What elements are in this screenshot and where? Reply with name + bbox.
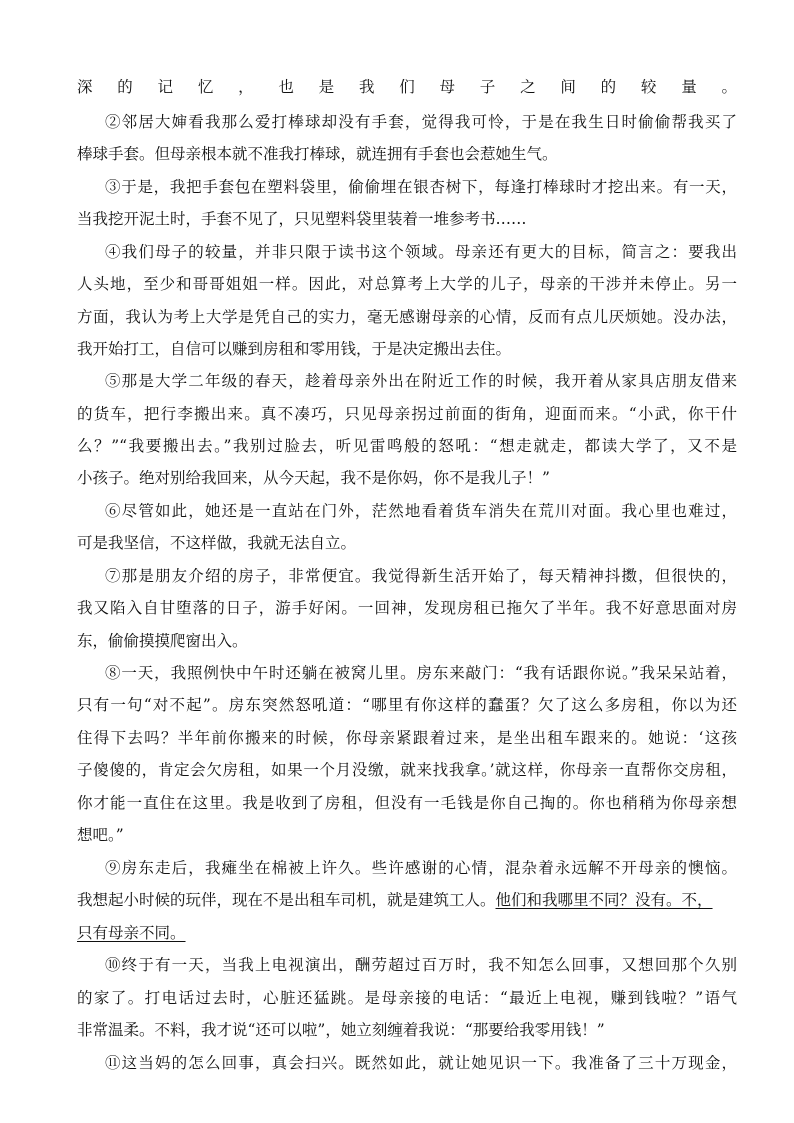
underlined-segment: 他们和我哪里不同？没有。不， [495,891,713,909]
text-line: 的家了。打电话过去时，心脏还猛跳。是母亲接的电话：“最近上电视，赚到钱啦？”语气 [77,989,737,1007]
paragraph-3-line: ③于是，我把手套包在塑料袋里，偷偷埋在银杏树下，每逢打棒球时才挖出来。有一天， [105,178,737,196]
text-line: 棒球手套。但母亲根本就不准我打棒球，就连拥有手套也会惹她生气。 [77,145,558,163]
paragraph-7-line: ⑦那是朋友介绍的房子，非常便宜。我觉得新生活开始了，每天精神抖擞，但很快的， [105,567,737,585]
text-line: 东，偷偷摸摸爬窗出入。 [77,632,248,650]
text-line: 人头地，至少和哥哥姐姐一样。因此，对总算考上大学的儿子，母亲的干涉并未停止。另一 [77,275,737,293]
paragraph-4-line: ④我们母子的较量，并非只限于读书这个领域。母亲还有更大的目标，简言之：要我出 [105,243,737,261]
text-line [77,922,737,944]
text-line: 深的记忆，也是我们母子之间的较量。 [77,78,737,96]
text-line: 么？”“我要搬出去。”我别过脸去，听见雷鸣般的怒吼：“想走就走，都读大学了，又不是 [77,437,737,455]
text-line: 小孩子。绝对别给我回来，从今天起，我不是你妈，你不是我儿子！” [77,469,550,487]
paragraph-10-line: ⑩终于有一天，当我上电视演出，酬劳超过百万时，我不知怎么回事，又想回那个久别 [105,956,737,974]
text-line: 想吧。” [77,826,124,844]
plain-segment: 我想起小时候的玩伴，现在不是出租车司机，就是建筑工人。 [77,891,496,909]
text-line: 可是我坚信，不这样做，我就无法自立。 [77,534,357,552]
text-line: 的货车，把行李搬出来。真不凑巧，只见母亲拐过前面的街角，迎面而来。“小武，你干什 [77,405,737,423]
paragraph-5-line: ⑤那是大学二年级的春天，趁着母亲外出在附近工作的时候，我开着从家具店朋友借来 [105,372,737,390]
text-line: 住得下去吗？半年前你搬来的时候，你母亲紧跟着过来，是坐出租车跟来的。她说：‘这孩 [77,729,737,747]
text-line [77,889,737,911]
underlined-segment: 只有母亲不同。 [77,924,186,942]
text-line: 当我挖开泥土时，手套不见了，只见塑料袋里装着一堆参考书…… [77,210,527,228]
text-line: 我又陷入自甘堕落的日子，游手好闲。一回神，发现房租已拖欠了半年。我不好意思面对房 [77,599,737,617]
paragraph-6-line: ⑥尽管如此，她还是一直站在门外，茫然地看着货车消失在荒川对面。我心里也难过， [105,502,737,520]
text-line: 只有一句“对不起”。房东突然怒吼道：“哪里有你这样的蠢蛋？欠了这么多房租，你以为还 [77,696,737,714]
paragraph-2-line: ②邻居大婶看我那么爱打棒球却没有手套，觉得我可怜，于是在我生日时偷偷帮我买了 [105,113,737,131]
text-line: 非常温柔。不料，我才说“还可以啦”，她立刻缠着我说：“那要给我零用钱！” [77,1021,605,1039]
text-line: 方面，我认为考上大学是凭自己的实力，毫无感谢母亲的心情，反而有点儿厌烦她。没办法， [77,308,737,326]
text-line: 我开始打工，自信可以赚到房租和零用钱，于是决定搬出去住。 [77,340,512,358]
paragraph-9-line: ⑨房东走后，我瘫坐在棉被上许久。些许感谢的心情，混杂着永远解不开母亲的懊恼。 [105,859,737,877]
text-line: 你才能一直住在这里。我是收到了房租，但没有一毛钱是你自己掏的。你也稍稍为你母亲想 [77,794,737,812]
text-line: 子傻傻的，肯定会欠房租，如果一个月没缴，就来找我拿。’就这样，你母亲一直帮你交房租， [77,761,737,779]
paragraph-8-line: ⑧一天，我照例快中午时还躺在被窝儿里。房东来敲门：“我有话跟你说。”我呆呆站着， [105,664,737,682]
paragraph-11-line: ⑪这当妈的怎么回事，真会扫兴。既然如此，就让她见识一下。我准备了三十万现金， [105,1054,737,1072]
